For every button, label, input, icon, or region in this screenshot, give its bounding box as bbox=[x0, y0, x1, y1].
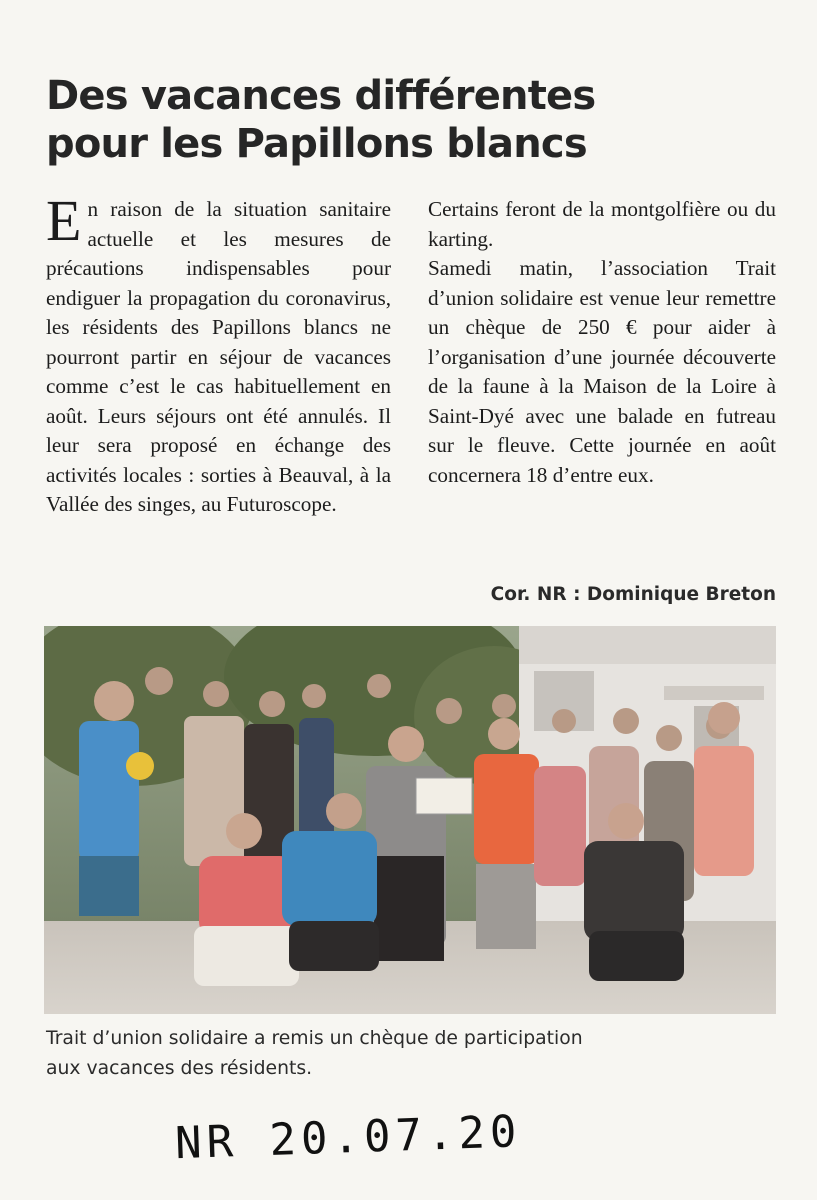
body-paragraph-left bbox=[46, 188, 391, 520]
handwritten-date-note: NR 20.07.20 bbox=[174, 1105, 523, 1169]
body-paragraph-right-1: Certains feront de la montgolfière ou du karting. bbox=[428, 197, 776, 251]
headline bbox=[46, 72, 766, 168]
drop-cap: E bbox=[46, 188, 82, 253]
headline-line-1: Des vacances différentes bbox=[46, 73, 596, 119]
caption-line-1: Trait d’union solidaire a remis un chèque de participation bbox=[46, 1028, 583, 1049]
article-column-right bbox=[428, 195, 776, 490]
article-column-left bbox=[46, 188, 391, 520]
headline-line-2: pour les Papillons blancs bbox=[46, 121, 587, 167]
group-photo bbox=[44, 626, 776, 1014]
caption-line-2: aux vacances des résidents. bbox=[46, 1058, 313, 1079]
byline: Cor. NR : Dominique Breton bbox=[490, 584, 776, 605]
body-text-left: n raison de la situation sanitaire actuelle et les mesures de précautions indispensables pour endiguer la propagation du coronavirus, les résidents des Papillons blancs ne pourront partir en séjour de vacances comme c’est le cas habituellement en août. Leurs séjours ont été annulés. Il leur sera proposé en échange des activités locales : sorties à Beauval, à la Vallée des singes, au Futuroscope. bbox=[46, 197, 391, 516]
body-paragraph-right-2: Samedi matin, l’association Trait d’union solidaire est venue leur remettre un chèque de 250 € pour aider à l’organisation d’une journée découverte de la faune à la Maison de la Loire à Saint-Dyé avec une balade en futreau sur le fleuve. Cette journée en août concernera 18 d’entre eux. bbox=[428, 256, 776, 487]
photo-caption bbox=[46, 1024, 766, 1084]
